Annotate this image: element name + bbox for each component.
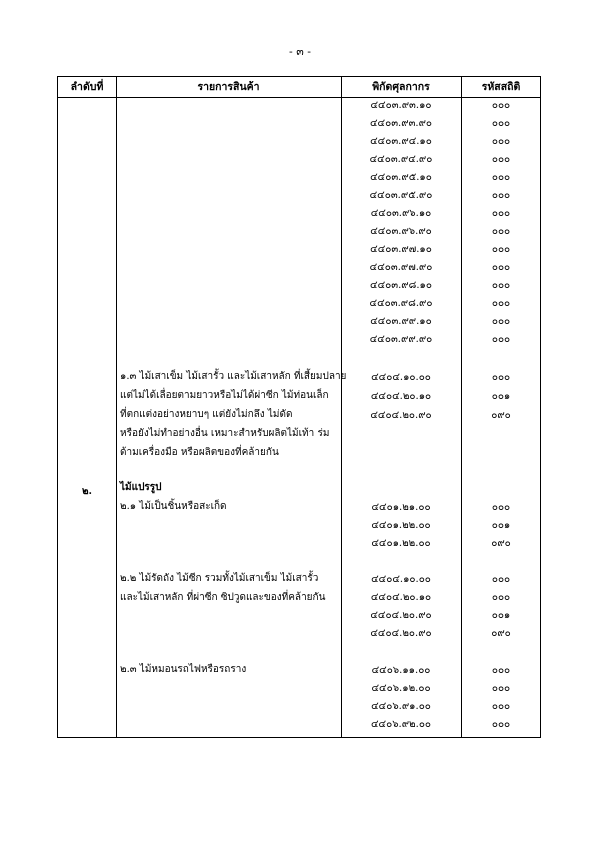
tariff-code: ๔๔๐๓.๙๖.๑๐ <box>370 208 432 219</box>
tariff-code: ๔๔๐๓.๙๙.๙๐ <box>369 334 433 345</box>
stat-code: ๐๐๐ <box>491 683 511 694</box>
tariff-code: ๔๔๐๓.๙๘.๙๐ <box>369 298 433 309</box>
item-1-3-line-3: ที่ตกแต่งอย่างหยาบๆ แต่ยังไม่กลึง ไม่ดัด <box>120 409 293 420</box>
tariff-code: ๔๔๐๓.๙๗.๑๐ <box>370 244 432 255</box>
stat-code: ๐๐๐ <box>491 592 511 603</box>
tariff-code: ๔๔๐๖.๑๑.๐๐ <box>371 665 431 676</box>
item-2-2-line-1: ๒.๒ ไม้รัดถัง ไม้ซีก รวมทั้งไม้เสาเข็ม ไม้เสารั้ว <box>120 573 319 584</box>
stat-code: ๐๙๐ <box>491 628 511 639</box>
stat-code: ๐๐๐ <box>491 118 511 129</box>
tariff-code: ๔๔๐๔.๒๐.๙๐ <box>370 628 432 639</box>
page-number: - ๓ - <box>289 45 311 58</box>
stat-code: ๐๐๐ <box>491 226 511 237</box>
stat-code: ๐๐๐ <box>491 154 511 165</box>
stat-code: ๐๐๐ <box>491 172 511 183</box>
tariff-code: ๔๔๐๓.๙๗.๙๐ <box>369 262 433 273</box>
tariff-code: ๔๔๐๔.๒๐.๑๐ <box>370 391 432 402</box>
tariff-code: ๔๔๐๓.๙๔.๙๐ <box>369 154 433 165</box>
stat-code: ๐๐๐ <box>491 244 511 255</box>
item-2-2-line-2: และไม้เสาหลัก ที่ผ่าซีก ซิปวูดและของที่คล้ายกัน <box>120 592 326 603</box>
stat-code: ๐๐๐ <box>491 502 511 513</box>
tariff-code: ๔๔๐๓.๙๕.๑๐ <box>370 172 432 183</box>
stat-code: ๐๐๐ <box>491 334 511 345</box>
item-2-1: ๒.๑ ไม้เป็นชิ้นหรือสะเก็ด <box>120 501 227 512</box>
tariff-code: ๔๔๐๓.๙๓.๑๐ <box>370 100 432 111</box>
column-divider <box>116 77 117 737</box>
header-tariff: พิกัดศุลกากร <box>372 81 430 93</box>
tariff-code: ๔๔๐๓.๙๘.๑๐ <box>370 280 432 291</box>
tariff-code: ๔๔๐๖.๙๒.๐๐ <box>370 719 432 730</box>
stat-code: ๐๐๑ <box>491 520 511 531</box>
stat-code: ๐๐๑ <box>491 610 511 621</box>
header-description: รายการสินค้า <box>197 81 260 93</box>
tariff-code: ๔๔๐๔.๒๐.๙๐ <box>370 410 432 421</box>
stat-code: ๐๐๑ <box>491 391 511 402</box>
tariff-code: ๔๔๐๑.๒๒.๐๐ <box>371 520 431 531</box>
stat-code: ๐๐๐ <box>491 316 511 327</box>
tariff-code: ๔๔๐๔.๒๐.๙๐ <box>370 610 432 621</box>
stat-code: ๐๐๐ <box>491 298 511 309</box>
stat-code: ๐๐๐ <box>491 136 511 147</box>
stat-code: ๐๙๐ <box>491 538 511 549</box>
tariff-code: ๔๔๐๑.๒๑.๐๐ <box>371 502 431 513</box>
tariff-code: ๔๔๐๓.๙๖.๙๐ <box>370 226 432 237</box>
tariff-code: ๔๔๐๖.๑๒.๐๐ <box>371 683 431 694</box>
stat-code: ๐๐๐ <box>491 719 511 730</box>
stat-code: ๐๐๐ <box>491 208 511 219</box>
item-1-3-line-4: หรือยังไม่ทำอย่างอื่น เหมาะสำหรับผลิตไม้เท้า ร่ม <box>120 428 330 439</box>
section-2-heading: ไม้แปรรูป <box>120 482 162 493</box>
stat-code: ๐๐๐ <box>491 262 511 273</box>
stat-code: ๐๐๐ <box>491 665 511 676</box>
header-seq: ลำดับที่ <box>70 81 104 93</box>
stat-code: ๐๐๐ <box>491 190 511 201</box>
item-1-3-line-1: ๑.๓ ไม้เสาเข็ม ไม้เสารั้ว และไม้เสาหลัก ที่เสี้ยมปลาย <box>120 371 347 382</box>
tariff-code: ๔๔๐๓.๙๙.๑๐ <box>370 316 432 327</box>
item-1-3-line-2: แต่ไม่ได้เลื่อยตามยาวหรือไม่ได้ผ่าซีก ไม้ท่อนเล็ก <box>120 390 329 401</box>
stat-code: ๐๐๐ <box>491 280 511 291</box>
tariff-code: ๔๔๐๔.๑๐.๐๐ <box>371 372 431 383</box>
stat-code: ๐๐๐ <box>491 574 511 585</box>
tariff-code: ๔๔๐๖.๙๑.๐๐ <box>371 701 431 712</box>
header-divider <box>58 97 540 98</box>
seq-2: ๒. <box>81 486 93 497</box>
tariff-code: ๔๔๐๓.๙๔.๑๐ <box>370 136 432 147</box>
tariff-code: ๔๔๐๓.๙๕.๙๐ <box>369 190 433 201</box>
tariff-code: ๔๔๐๓.๙๓.๙๐ <box>369 118 433 129</box>
tariff-code: ๔๔๐๔.๒๐.๑๐ <box>370 592 432 603</box>
item-2-3: ๒.๓ ไม้หมอนรถไฟหรือรถราง <box>120 664 247 675</box>
item-1-3-line-5: ด้ามเครื่องมือ หรือผลิตของที่คล้ายกัน <box>120 447 279 458</box>
stat-code: ๐๐๐ <box>491 372 511 383</box>
stat-code: ๐๐๐ <box>491 100 511 111</box>
stat-code: ๐๙๐ <box>491 410 511 421</box>
tariff-code: ๔๔๐๔.๑๐.๐๐ <box>371 574 431 585</box>
goods-table <box>57 76 541 738</box>
header-stat-code: รหัสสถิติ <box>481 81 521 93</box>
tariff-code: ๔๔๐๑.๒๒.๐๐ <box>371 538 431 549</box>
stat-code: ๐๐๐ <box>491 701 511 712</box>
